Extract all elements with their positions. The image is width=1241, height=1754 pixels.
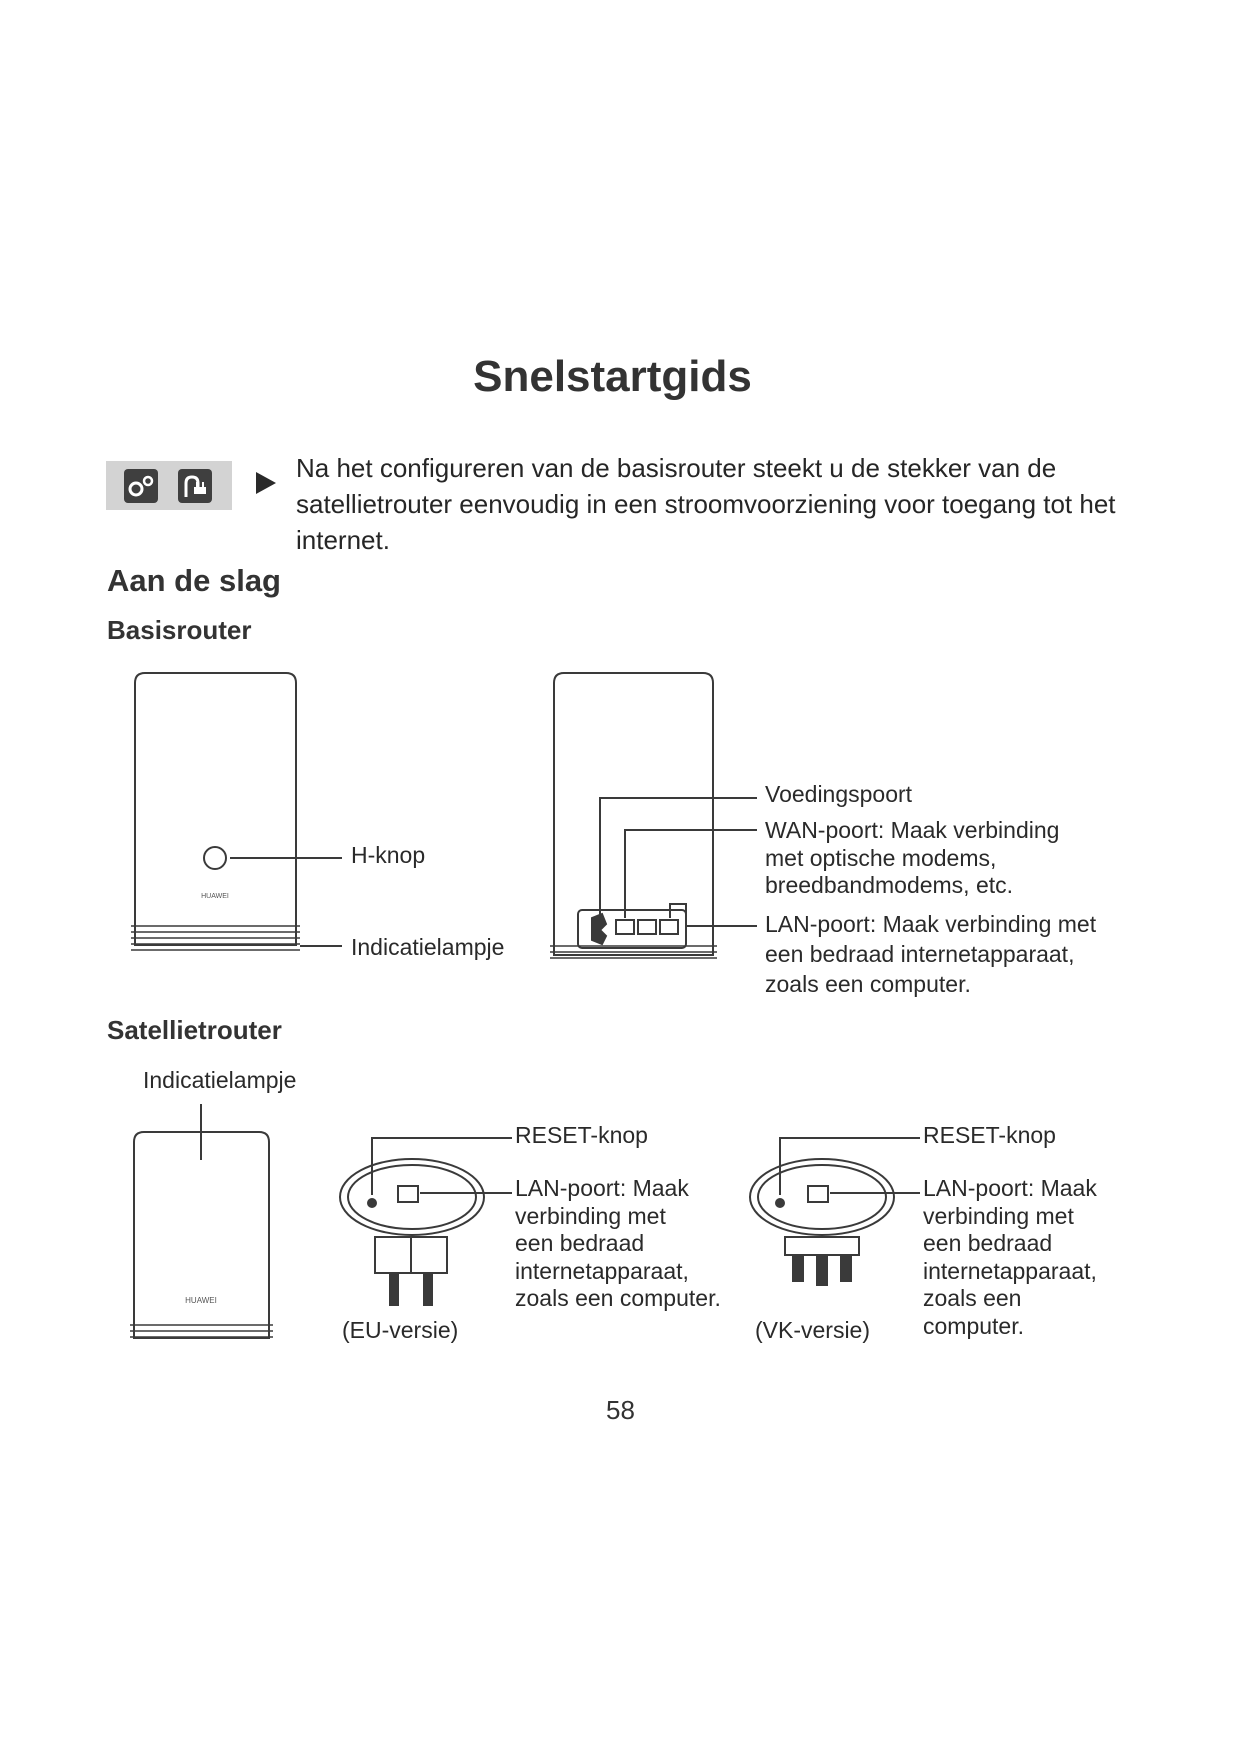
- satellite-router-logo: HUAWEI: [185, 1296, 217, 1305]
- satellite-router-heading: Satellietrouter: [107, 1015, 282, 1045]
- page-title: Snelstartgids: [473, 352, 752, 401]
- section-heading: Aan de slag: [107, 563, 281, 598]
- h-button-icon: [204, 847, 226, 869]
- eu-reset-label: RESET-knop: [515, 1122, 648, 1148]
- power-port-label: Voedingspoort: [765, 781, 913, 807]
- uk-reset-label: RESET-knop: [923, 1122, 1056, 1148]
- eu-version-label: (EU-versie): [342, 1317, 459, 1343]
- intro-text: Na het configureren van de basisrouter steekt u de stekker van de satellietrouter eenvoudig in een stroomvoorziening voor toegang tot het internet.: [296, 453, 1116, 555]
- eu-plug: [340, 1138, 512, 1305]
- page-number: 58: [606, 1395, 635, 1425]
- base-indicator-label: Indicatielampje: [351, 934, 505, 960]
- base-router-logo: HUAWEI: [201, 893, 229, 900]
- uk-version-label: (VK-versie): [755, 1317, 871, 1343]
- h-button-label: H-knop: [351, 842, 426, 868]
- base-router-back: [550, 673, 757, 958]
- uk-lan-label: LAN-poort: Maak verbinding met een bedraad internetapparaat, zoals een computer.: [923, 1175, 1097, 1339]
- base-router-front: [131, 673, 342, 950]
- wan-port-label: WAN-poort: Maak verbinding met optische modems, breedbandmodems, etc.: [765, 817, 1060, 898]
- lan-port-label: LAN-poort: Maak verbinding met een bedraad internetapparaat, zoals een computer.: [765, 911, 1097, 997]
- eu-lan-label: LAN-poort: Maak verbinding met een bedraad internetapparaat, zoals een computer.: [515, 1175, 721, 1311]
- base-router-heading: Basisrouter: [107, 615, 252, 645]
- uk-plug: [750, 1138, 920, 1285]
- satellite-indicator-label: Indicatielampje: [143, 1067, 297, 1093]
